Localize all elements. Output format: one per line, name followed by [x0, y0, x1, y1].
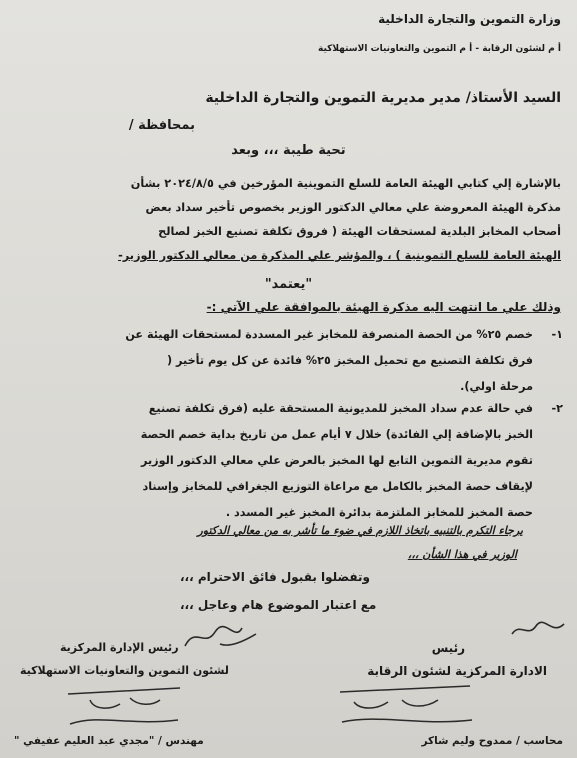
item-line: فرق تكلفة التصنيع مع تحميل المخبز ٢٥% فائدة عن كل يوم تأخير ( — [167, 354, 533, 367]
urgent-line: مع اعتبار الموضوع هام وعاجل ،،، — [180, 598, 377, 612]
left-handwritten-signature — [180, 618, 260, 658]
body-line: أصحاب المخابز البلدية لمستحقات الهيئة ( فروق تكلفة تصنيع الخبز لصالح — [158, 225, 561, 238]
list-item — [23, 322, 563, 400]
right-signatory-name: محاسب / ممدوح وليم شاكر — [421, 735, 563, 747]
left-signatory-title: رئيس الإدارة المركزية — [60, 641, 179, 654]
right-signatory-title: رئيس — [431, 641, 465, 655]
item-line: الخبز بالإضافة إلي الفائدة) خلال ٧ أيام عمل من تاريخ بداية خصم الحصة — [140, 428, 533, 441]
right-handwritten-date — [330, 680, 480, 730]
item-number: ٢- — [551, 402, 563, 415]
left-signatory-department: لشئون التموين والتعاونيات الاستهلاكية — [20, 664, 229, 677]
list-item — [23, 396, 563, 526]
body-paragraph — [16, 172, 561, 268]
right-handwritten-signature — [508, 618, 568, 642]
body-line: الهيئة العامة للسلع التموينية ) ، والمؤشر علي المذكرة من معالي الدكتور الوزير- — [118, 249, 561, 262]
department-name: أ م لشئون الرقابة - أ م التموين والتعاونيات الاستهلاكية — [317, 44, 561, 54]
subject-approved: "يعتمد" — [264, 277, 313, 292]
item-line: حصة المخبز للمخابز الملتزمة بدائرة المخبز غير المسدد . — [225, 506, 533, 519]
item-line: خصم ٢٥% من الحصة المنصرفة للمخابز غير المسددة لمستحقات الهيئة عن — [125, 328, 533, 341]
intro-line: وذلك علي ما انتهت اليه مذكرة الهيئة بالموافقة علي الآتي :- — [206, 300, 561, 314]
body-line: مذكرة الهيئة المعروضة علي معالي الدكتور الوزير بخصوص تأخير سداد بعض — [145, 201, 561, 214]
closing-request-cont: الوزير في هذا الشأن ،،، — [407, 548, 517, 561]
item-number: ١- — [551, 328, 563, 341]
left-signatory-name: مهندس / "مجدي عبد العليم عفيفي " — [14, 735, 204, 747]
left-handwritten-date — [60, 680, 200, 730]
ministry-name: وزارة التموين والتجارة الداخلية — [378, 12, 561, 26]
closing-request: يرجاء التكرم بالتنبيه باتخاذ اللازم في ضوء ما تأشر به من معالي الدكتور — [197, 524, 523, 537]
item-line: مرحلة اولي). — [460, 380, 533, 393]
greeting: تحية طيبة ،،، وبعد — [231, 143, 346, 158]
item-line: في حالة عدم سداد المخبز للمديونية المستحقة عليه (فرق تكلفة تصنيع — [148, 402, 533, 415]
item-line: لإيقاف حصة المخبز بالكامل مع مراعاة التوزيع الجغرافي للمخابز وإسناد — [142, 480, 533, 493]
body-line: بالإشارة إلي كتابي الهيئة العامة للسلع التموينية المؤرخين في ٢٠٢٤/٨/٥ بشأن — [130, 177, 561, 190]
regards-line: وتفضلوا بقبول فائق الاحترام ،،، — [180, 570, 370, 584]
item-line: تقوم مديرية التموين التابع لها المخبز بالعرض علي معالي الدكتور الوزير — [141, 454, 533, 467]
right-signatory-department: الادارة المركزية لشئون الرقابة — [367, 664, 547, 678]
addressee: السيد الأستاذ/ مدير مديرية التموين والتجارة الداخلية — [205, 90, 561, 106]
governorate: بمحافظة / — [128, 118, 195, 133]
